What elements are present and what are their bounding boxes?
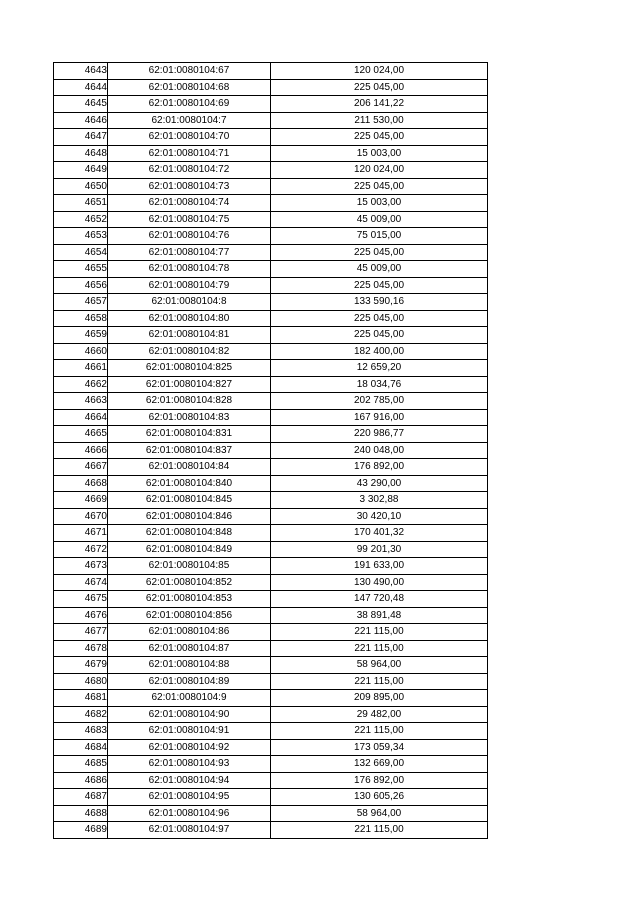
- table-row: [54, 508, 488, 525]
- cadastral-number: 62:01:0080104:840: [108, 475, 271, 492]
- cadastral-value: 170 401,32: [271, 525, 488, 542]
- cadastral-number: 62:01:0080104:92: [108, 739, 271, 756]
- cadastral-value: 45 009,00: [271, 261, 488, 278]
- cadastral-value: 211 530,00: [271, 112, 488, 129]
- table-row: [54, 112, 488, 129]
- cadastral-value: 12 659,20: [271, 360, 488, 377]
- row-number: 4661: [54, 360, 108, 377]
- cadastral-number: 62:01:0080104:827: [108, 376, 271, 393]
- cadastral-value: 75 015,00: [271, 228, 488, 245]
- row-number: 4657: [54, 294, 108, 311]
- cadastral-number: 62:01:0080104:94: [108, 772, 271, 789]
- cadastral-value: 191 633,00: [271, 558, 488, 575]
- cadastral-number: 62:01:0080104:849: [108, 541, 271, 558]
- cadastral-number: 62:01:0080104:828: [108, 393, 271, 410]
- table-row: [54, 789, 488, 806]
- cadastral-value: 3 302,88: [271, 492, 488, 509]
- cadastral-number: 62:01:0080104:846: [108, 508, 271, 525]
- cadastral-number: 62:01:0080104:76: [108, 228, 271, 245]
- cadastral-number: 62:01:0080104:82: [108, 343, 271, 360]
- cadastral-number: 62:01:0080104:78: [108, 261, 271, 278]
- table-row: [54, 343, 488, 360]
- table-row: [54, 558, 488, 575]
- cadastral-value: 202 785,00: [271, 393, 488, 410]
- row-number: 4682: [54, 706, 108, 723]
- cadastral-value: 225 045,00: [271, 129, 488, 146]
- row-number: 4688: [54, 805, 108, 822]
- row-number: 4674: [54, 574, 108, 591]
- cadastral-number: 62:01:0080104:83: [108, 409, 271, 426]
- cadastral-number: 62:01:0080104:75: [108, 211, 271, 228]
- cadastral-number: 62:01:0080104:70: [108, 129, 271, 146]
- row-number: 4673: [54, 558, 108, 575]
- cadastral-number: 62:01:0080104:69: [108, 96, 271, 113]
- cadastral-value: 240 048,00: [271, 442, 488, 459]
- cadastral-number: 62:01:0080104:853: [108, 591, 271, 608]
- table-row: [54, 63, 488, 80]
- table-row: [54, 360, 488, 377]
- cadastral-number: 62:01:0080104:7: [108, 112, 271, 129]
- cadastral-value: 120 024,00: [271, 63, 488, 80]
- table-row: [54, 244, 488, 261]
- row-number: 4662: [54, 376, 108, 393]
- cadastral-value: 29 482,00: [271, 706, 488, 723]
- table-row: [54, 657, 488, 674]
- cadastral-value: 43 290,00: [271, 475, 488, 492]
- cadastral-value: 225 045,00: [271, 79, 488, 96]
- row-number: 4676: [54, 607, 108, 624]
- cadastral-number: 62:01:0080104:96: [108, 805, 271, 822]
- row-number: 4649: [54, 162, 108, 179]
- table-row: [54, 673, 488, 690]
- cadastral-value: 173 059,34: [271, 739, 488, 756]
- table-row: [54, 475, 488, 492]
- row-number: 4672: [54, 541, 108, 558]
- table-row: [54, 426, 488, 443]
- cadastral-number: 62:01:0080104:831: [108, 426, 271, 443]
- cadastral-value: 176 892,00: [271, 772, 488, 789]
- cadastral-value: 176 892,00: [271, 459, 488, 476]
- table-row: [54, 690, 488, 707]
- cadastral-value: 120 024,00: [271, 162, 488, 179]
- table-row: [54, 129, 488, 146]
- table-row: [54, 640, 488, 657]
- table-row: [54, 442, 488, 459]
- cadastral-number: 62:01:0080104:68: [108, 79, 271, 96]
- row-number: 4669: [54, 492, 108, 509]
- cadastral-value: 15 003,00: [271, 195, 488, 212]
- row-number: 4648: [54, 145, 108, 162]
- table-row: [54, 294, 488, 311]
- table-row: [54, 261, 488, 278]
- cadastral-value: 221 115,00: [271, 822, 488, 839]
- cadastral-value: 58 964,00: [271, 805, 488, 822]
- cadastral-value: 18 034,76: [271, 376, 488, 393]
- row-number: 4664: [54, 409, 108, 426]
- table-row: [54, 409, 488, 426]
- table-row: [54, 228, 488, 245]
- cadastral-number: 62:01:0080104:852: [108, 574, 271, 591]
- row-number: 4685: [54, 756, 108, 773]
- cadastral-number: 62:01:0080104:825: [108, 360, 271, 377]
- row-number: 4680: [54, 673, 108, 690]
- row-number: 4684: [54, 739, 108, 756]
- cadastral-number: 62:01:0080104:67: [108, 63, 271, 80]
- row-number: 4656: [54, 277, 108, 294]
- cadastral-value: 221 115,00: [271, 640, 488, 657]
- cadastral-number: 62:01:0080104:74: [108, 195, 271, 212]
- cadastral-value: 133 590,16: [271, 294, 488, 311]
- cadastral-number: 62:01:0080104:91: [108, 723, 271, 740]
- row-number: 4644: [54, 79, 108, 96]
- cadastral-value: 30 420,10: [271, 508, 488, 525]
- cadastral-number: 62:01:0080104:93: [108, 756, 271, 773]
- cadastral-value: 206 141,22: [271, 96, 488, 113]
- row-number: 4660: [54, 343, 108, 360]
- cadastral-number: 62:01:0080104:8: [108, 294, 271, 311]
- cadastral-value: 221 115,00: [271, 624, 488, 641]
- cadastral-value: 221 115,00: [271, 673, 488, 690]
- cadastral-number: 62:01:0080104:80: [108, 310, 271, 327]
- table-row: [54, 772, 488, 789]
- row-number: 4654: [54, 244, 108, 261]
- table-row: [54, 624, 488, 641]
- cadastral-number: 62:01:0080104:81: [108, 327, 271, 344]
- table-row: [54, 393, 488, 410]
- row-number: 4681: [54, 690, 108, 707]
- table-row: [54, 145, 488, 162]
- cadastral-number: 62:01:0080104:90: [108, 706, 271, 723]
- cadastral-number: 62:01:0080104:88: [108, 657, 271, 674]
- cadastral-number: 62:01:0080104:856: [108, 607, 271, 624]
- cadastral-value: 225 045,00: [271, 178, 488, 195]
- cadastral-value: 167 916,00: [271, 409, 488, 426]
- cadastral-value: 99 201,30: [271, 541, 488, 558]
- table-row: [54, 178, 488, 195]
- cadastral-number: 62:01:0080104:71: [108, 145, 271, 162]
- cadastral-value: 15 003,00: [271, 145, 488, 162]
- cadastral-value: 130 605,26: [271, 789, 488, 806]
- cadastral-value: 220 986,77: [271, 426, 488, 443]
- cadastral-value: 38 891,48: [271, 607, 488, 624]
- cadastral-value-table: [53, 62, 488, 839]
- table-row: [54, 739, 488, 756]
- row-number: 4668: [54, 475, 108, 492]
- cadastral-number: 62:01:0080104:95: [108, 789, 271, 806]
- cadastral-number: 62:01:0080104:89: [108, 673, 271, 690]
- cadastral-number: 62:01:0080104:85: [108, 558, 271, 575]
- table-row: [54, 492, 488, 509]
- table-row: [54, 376, 488, 393]
- cadastral-number: 62:01:0080104:73: [108, 178, 271, 195]
- cadastral-value: 45 009,00: [271, 211, 488, 228]
- table-body: [54, 63, 488, 839]
- cadastral-number: 62:01:0080104:86: [108, 624, 271, 641]
- row-number: 4647: [54, 129, 108, 146]
- table-row: [54, 162, 488, 179]
- row-number: 4665: [54, 426, 108, 443]
- table-row: [54, 459, 488, 476]
- cadastral-number: 62:01:0080104:72: [108, 162, 271, 179]
- row-number: 4655: [54, 261, 108, 278]
- table-row: [54, 79, 488, 96]
- cadastral-number: 62:01:0080104:837: [108, 442, 271, 459]
- row-number: 4653: [54, 228, 108, 245]
- row-number: 4663: [54, 393, 108, 410]
- row-number: 4645: [54, 96, 108, 113]
- cadastral-value: 225 045,00: [271, 277, 488, 294]
- cadastral-value: 209 895,00: [271, 690, 488, 707]
- cadastral-number: 62:01:0080104:79: [108, 277, 271, 294]
- row-number: 4670: [54, 508, 108, 525]
- row-number: 4651: [54, 195, 108, 212]
- row-number: 4677: [54, 624, 108, 641]
- cadastral-number: 62:01:0080104:87: [108, 640, 271, 657]
- row-number: 4679: [54, 657, 108, 674]
- row-number: 4689: [54, 822, 108, 839]
- row-number: 4683: [54, 723, 108, 740]
- row-number: 4652: [54, 211, 108, 228]
- cadastral-value: 221 115,00: [271, 723, 488, 740]
- row-number: 4646: [54, 112, 108, 129]
- table-row: [54, 211, 488, 228]
- row-number: 4686: [54, 772, 108, 789]
- table-row: [54, 574, 488, 591]
- cadastral-number: 62:01:0080104:97: [108, 822, 271, 839]
- row-number: 4675: [54, 591, 108, 608]
- table-row: [54, 723, 488, 740]
- table-row: [54, 525, 488, 542]
- cadastral-number: 62:01:0080104:9: [108, 690, 271, 707]
- row-number: 4667: [54, 459, 108, 476]
- table-row: [54, 822, 488, 839]
- row-number: 4671: [54, 525, 108, 542]
- table-row: [54, 706, 488, 723]
- table-row: [54, 591, 488, 608]
- row-number: 4643: [54, 63, 108, 80]
- cadastral-value: 225 045,00: [271, 327, 488, 344]
- table-row: [54, 756, 488, 773]
- row-number: 4659: [54, 327, 108, 344]
- table-row: [54, 327, 488, 344]
- cadastral-value: 132 669,00: [271, 756, 488, 773]
- table-row: [54, 96, 488, 113]
- row-number: 4687: [54, 789, 108, 806]
- cadastral-value: 147 720,48: [271, 591, 488, 608]
- cadastral-value: 182 400,00: [271, 343, 488, 360]
- cadastral-number: 62:01:0080104:845: [108, 492, 271, 509]
- table-row: [54, 195, 488, 212]
- table-row: [54, 277, 488, 294]
- table-row: [54, 310, 488, 327]
- row-number: 4658: [54, 310, 108, 327]
- table-row: [54, 541, 488, 558]
- row-number: 4666: [54, 442, 108, 459]
- cadastral-number: 62:01:0080104:77: [108, 244, 271, 261]
- cadastral-number: 62:01:0080104:84: [108, 459, 271, 476]
- cadastral-value: 58 964,00: [271, 657, 488, 674]
- cadastral-number: 62:01:0080104:848: [108, 525, 271, 542]
- cadastral-value: 130 490,00: [271, 574, 488, 591]
- cadastral-value: 225 045,00: [271, 244, 488, 261]
- cadastral-value: 225 045,00: [271, 310, 488, 327]
- row-number: 4678: [54, 640, 108, 657]
- row-number: 4650: [54, 178, 108, 195]
- table-row: [54, 607, 488, 624]
- table-row: [54, 805, 488, 822]
